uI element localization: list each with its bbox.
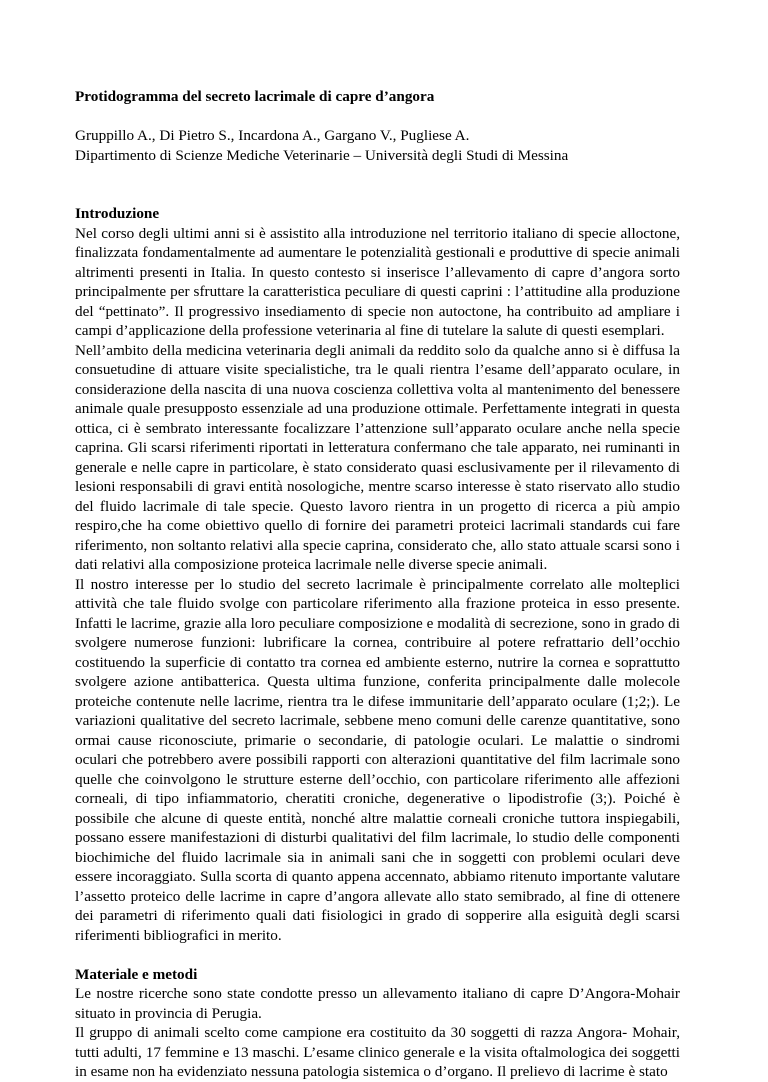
intro-paragraph-1: Nel corso degli ultimi anni si è assistito alla introduzione nel territorio italiano di specie alloctone, finalizzata fondamentalmente ad aumentare le potenzialità gestionali e produttive di specie animali altrimenti presenti in Italia. In questo contesto si inserisce l’allevamento di capre d’angora sorto principalmente per sfruttare la caratteristica peculiare di questi caprini : l’attitudine alla produzione del “pettinato”. Il progressivo insediamento di specie non autoctone, ha contribuito ad ampliare i campi d’applicazione della professione veterinaria al fine di tutelare la salute di questi esemplari. [75, 224, 680, 339]
intro-paragraph-3: Il nostro interesse per lo studio del secreto lacrimale è principalmente correlato alle molteplici attività che tale fluido svolge con particolare riferimento alla frazione proteica in esso presente. Infatti le lacrime, grazie alla loro peculiare composizione e modalità di secrezione, sono in grado di svolgere numerose funzioni: lubrificare la cornea, contribuire al potere refrattario dell’occhio costituendo la superficie di contatto tra cornea ed ambiente esterno, nutrire la cornea e soprattutto svolgere azione antibatterica. Questa ultima funzione, conferita principalmente dalle molecole proteiche contenute nelle lacrime, rientra tra le difese immunitarie dell’apparato oculare (1;2;). Le variazioni qualitative del secreto lacrimale, sebbene meno comuni delle carenze quantitative, sono ormai cause riconosciute, primarie o secondarie, di patologie oculari. Le malattie o sindromi oculari che potrebbero avere possibili rapporti con alterazioni quantitative del film lacrimale sono quelle che coinvolgono le strutture esterne dell’occhio, con particolare riferimento alle affezioni corneali, di tipo infiammatorio, cheratiti croniche, degenerative o lipodistrofie (3;). Poiché è possibile che alcune di queste entità, nonché altre malattie corneali croniche tuttora inspiegabili, possano essere manifestazioni di disturbi qualitativi del film lacrimale, lo studio delle componenti biochimiche del fluido lacrimale sia in animali sani che in soggetti con problemi oculari deve essere incoraggiato. Sulla scorta di quanto appena accennato, abbiamo ritenuto importante valutare l’assetto proteico delle lacrime in capre d’angora allevate allo stato semibrado, al fine di ottenere dei parametri di riferimento quali dati fisiologici in grado di sopperire alla esiguità degli scarsi riferimenti bibliografici in merito. [75, 575, 680, 944]
methods-paragraph-2: Il gruppo di animali scelto come campione era costituito da 30 soggetti di razza Angora- Mohair, tutti adulti, 17 femmine e 13 maschi. L’esame clinico generale e la visita oftalmologica dei soggetti in esame non ha evidenziato nessuna patologia sistemica o d’organo. Il prelievo di lacrime è stato [75, 1024, 680, 1080]
affiliation: Dipartimento di Scienze Mediche Veterinarie – Università degli Studi di Messina [75, 146, 569, 164]
document-title: Protidogramma del secreto lacrimale di capre d’angora [75, 88, 435, 105]
section-heading-methods: Materiale e metodi [75, 965, 198, 983]
author-block [75, 126, 680, 165]
author-list: Gruppillo A., Di Pietro S., Incardona A., Gargano V., Pugliese A. [75, 127, 470, 144]
methods-paragraph-1: Le nostre ricerche sono state condotte presso un allevamento italiano di capre D’Angora-Mohair situato in provincia di Perugia. [75, 985, 680, 1022]
section-heading-introduction: Introduzione [75, 205, 160, 222]
intro-paragraph-2: Nell’ambito della medicina veterinaria degli animali da reddito solo da qualche anno si è diffusa la consuetudine di attuare visite specialistiche, tra le quali rientra l’esame dell’apparato oculare, in considerazione della nascita di una nuova coscienza collettiva volta al mantenimento del benessere animale quale presupposto essenziale ad una produzione ottimale. Perfettamente integrati in questa ottica, ci è sembrato interessante focalizzare l’attenzione sull’apparato oculare anche nella specie caprina. Gli scarsi riferimenti riportati in letteratura confermano che tale apparato, nei ruminanti in generale e nelle capre in particolare, è stato considerato quasi esclusivamente per il rilevamento di lesioni responsabili di gravi entità nosologiche, mentre scarso interesse è stato riservato allo studio del fluido lacrimale di tale specie. Questo lavoro rientra in un progetto di ricerca a più ampio respiro,che ha come obiettivo quello di fornire dei parametri proteici lacrimali standards cui fare riferimento, non soltanto relativi alla specie caprina, considerato che, allo stato attuale scarsi sono i dati relativi alla composizione proteica lacrimale nelle diverse specie animali. [75, 341, 680, 573]
section-methods [75, 965, 680, 1082]
section-introduction [75, 204, 680, 945]
